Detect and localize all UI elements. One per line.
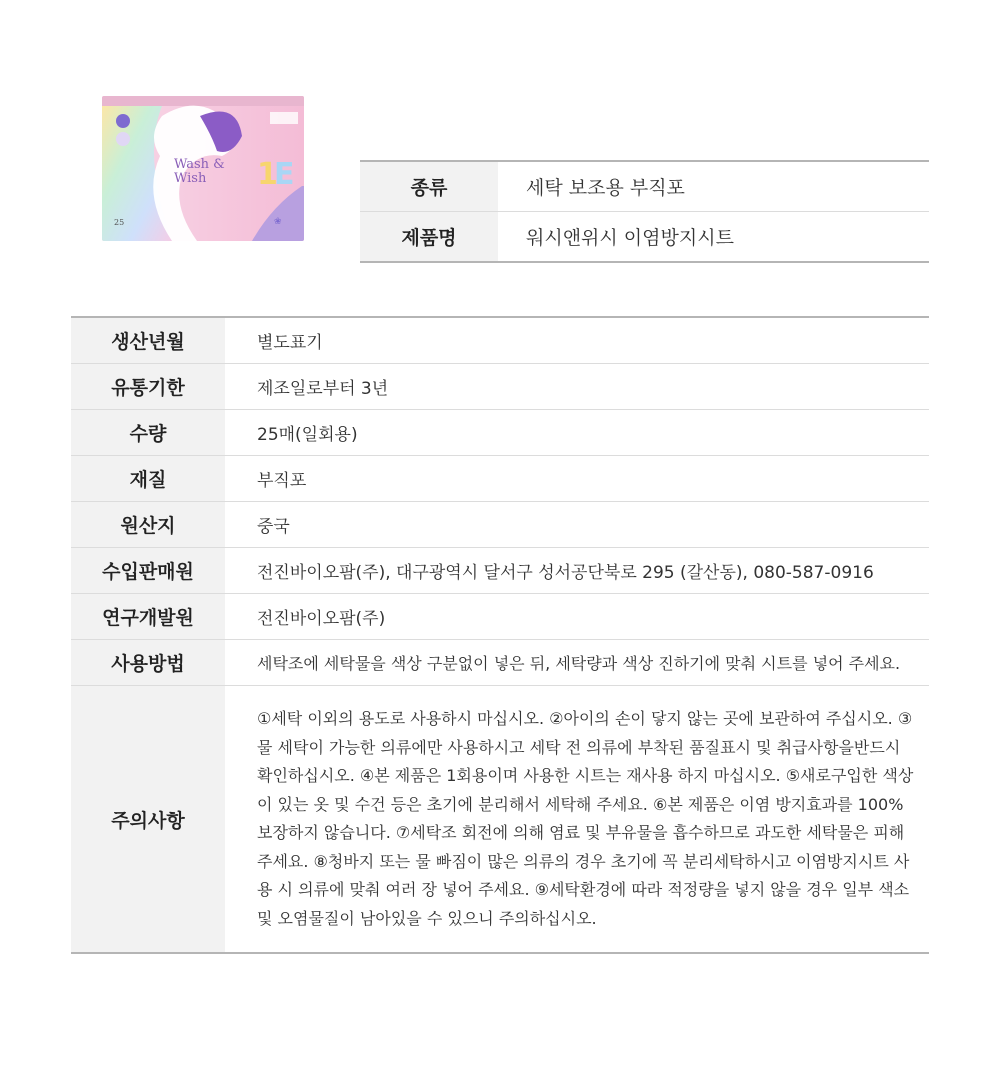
info-row-usage (71, 640, 929, 686)
info-value: 전진바이오팜(주), 대구광역시 달서구 성서공단북로 295 (갈산동), 080-587-0916 (225, 548, 929, 594)
info-row-developer (71, 594, 929, 640)
info-label: 연구개발원 (71, 594, 225, 640)
cautions-text: ①세탁 이외의 용도로 사용하시 마십시오. ②아이의 손이 닿지 않는 곳에 보관하여 주십시오. ③물 세탁이 가능한 의류에만 사용하시고 세탁 전 의류에 부착된 품질표시 및 취급사항을반드시 확인하십시오. ④본 제품은 1회용이며 사용한 시트는 재사용 하지 마십시오. ⑤새로구입한 색상이 있는 옷 및 수건 등은 초기에 분리해서 세탁해 주세요. ⑥본 제품은 이염 방지효과를 100% 보장하지 않습니다. ⑦세탁조 회전에 의해 염료 및 부유물을 흡수하므로 과도한 세탁물은 피해주세요. ⑧청바지 또는 물 빠짐이 많은 의류의 경우 초기에 꼭 분리세탁하시고 이염방지시트 사용 시 의류에 맞춰 여러 장 넣어 주세요. ⑨세탁환경에 따라 적정량을 넣지 않을 경우 일부 색소 및 오염물질이 남아있을 수 있으니 주의하십시오. (225, 686, 929, 954)
svg-text:❀: ❀ (274, 217, 282, 227)
info-label: 수입판매원 (71, 548, 225, 594)
product-info-table (71, 316, 929, 954)
info-row-cautions (71, 686, 929, 954)
info-value: 세탁조에 세탁물을 색상 구분없이 넣은 뒤, 세탁량과 색상 진하기에 맞춰 시트를 넣어 주세요. (225, 640, 929, 686)
info-label: 사용방법 (71, 640, 225, 686)
summary-label: 종류 (360, 161, 498, 212)
info-label: 원산지 (71, 502, 225, 548)
info-row-expiry (71, 364, 929, 410)
info-value: 부직포 (225, 456, 929, 502)
info-label: 유통기한 (71, 364, 225, 410)
info-row-manufacture-date (71, 317, 929, 364)
info-label: 생산년월 (71, 317, 225, 364)
info-value: 25매(일회용) (225, 410, 929, 456)
svg-text:E: E (274, 157, 295, 192)
info-value: 제조일로부터 3년 (225, 364, 929, 410)
info-label: 재질 (71, 456, 225, 502)
summary-table (360, 160, 929, 263)
summary-row-type (360, 161, 929, 212)
product-brand-logo: Wash & Wish (174, 157, 225, 186)
product-count: 25 (114, 218, 125, 227)
summary-value: 워시앤위시 이염방지시트 (498, 212, 929, 263)
info-row-importer (71, 548, 929, 594)
info-value: 중국 (225, 502, 929, 548)
summary-value: 세탁 보조용 부직포 (526, 177, 685, 199)
summary-label: 제품명 (360, 212, 498, 263)
svg-text:1: 1 (257, 157, 278, 192)
summary-row-product-name (360, 212, 929, 263)
info-value: 전진바이오팜(주) (225, 594, 929, 640)
info-label: 주의사항 (71, 686, 225, 954)
info-row-origin (71, 502, 929, 548)
info-label: 수량 (71, 410, 225, 456)
product-box-image (102, 96, 304, 241)
info-row-quantity (71, 410, 929, 456)
info-value: 별도표기 (257, 333, 323, 353)
info-row-material (71, 456, 929, 502)
